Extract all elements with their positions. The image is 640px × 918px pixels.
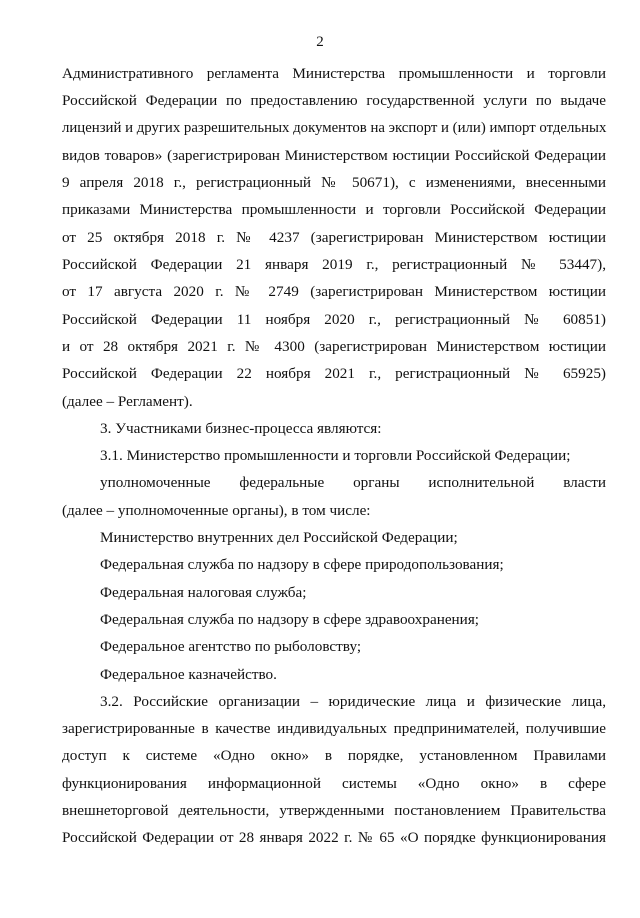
text-line: Административного регламента Министерства промышленности и торговли <box>62 65 606 82</box>
text-line: 9 апреля 2018 г., регистрационный № 50671), с изменениями, внесенными <box>62 174 606 192</box>
text-line: от 17 августа 2020 г. № 2749 (зарегистрирован Министерством юстиции <box>62 283 606 301</box>
text-line: Российской Федерации от 28 января 2022 г. № 65 «О порядке функционирования <box>62 829 606 847</box>
text-line: Российской Федерации 22 ноября 2021 г., регистрационный № 65925) <box>62 365 606 383</box>
text-line: Российской Федерации 11 ноября 2020 г., регистрационный № 60851) <box>62 310 606 328</box>
text-line: Федеральная служба по надзору в сфере природопользования; <box>100 556 504 574</box>
text-line: (далее – уполномоченные органы), в том числе: <box>62 501 371 519</box>
text-line: Федеральное агентство по рыболовству; <box>100 638 362 656</box>
text-line: видов товаров» (зарегистрирован Министерством юстиции Российской Федерации <box>62 146 606 164</box>
text-line: зарегистрированные в качестве индивидуальных предпринимателей, получившие <box>62 720 606 738</box>
text-line: Федеральное казначейство. <box>100 665 277 683</box>
text-line: Федеральная налоговая служба; <box>100 583 307 601</box>
text-line: 3.2. Российские организации – юридические лица и физические лица, <box>100 692 606 710</box>
text-line: Российской Федерации 21 января 2019 г., регистрационный № 53447), <box>62 256 606 274</box>
text-line: Российской Федерации по предоставлению государственной услуги по выдаче <box>62 92 606 110</box>
text-line: (далее – Регламент). <box>62 392 193 410</box>
text-line: лицензий и других разрешительных документов на экспорт и (или) импорт отдельных <box>62 119 607 136</box>
text-line: приказами Министерства промышленности и торговли Российской Федерации <box>62 201 606 219</box>
text-line: 3.1. Министерство промышленности и торговли Российской Федерации; <box>100 447 571 465</box>
text-line: внешнеторговой деятельности, утвержденными постановлением Правительства <box>62 802 606 820</box>
text-line: 3. Участниками бизнес-процесса являются: <box>100 419 382 437</box>
text-line: от 25 октября 2018 г. № 4237 (зарегистрирован Министерством юстиции <box>62 228 606 246</box>
text-line: и от 28 октября 2021 г. № 4300 (зарегистрирован Министерством юстиции <box>62 337 606 355</box>
text-line: Федеральная служба по надзору в сфере здравоохранения; <box>100 610 480 628</box>
text-line: функционирования информационной системы «Одно окно» в сфере <box>62 774 606 792</box>
document-body <box>62 60 606 852</box>
text-line: уполномоченные федеральные органы исполнительной власти <box>100 474 606 492</box>
text-line: доступ к системе «Одно окно» в порядке, установленном Правилами <box>62 747 606 765</box>
page-number: 2 <box>316 34 324 50</box>
text-line: Министерство внутренних дел Российской Федерации; <box>100 529 458 547</box>
